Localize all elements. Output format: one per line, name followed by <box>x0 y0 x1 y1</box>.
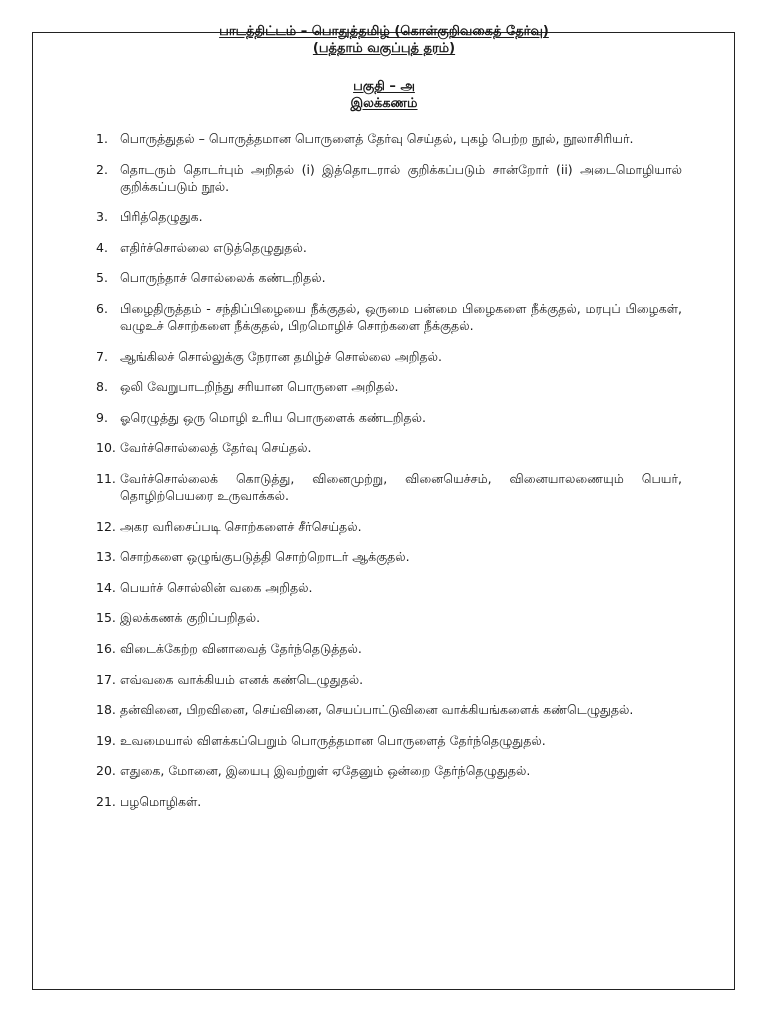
list-item <box>96 269 682 286</box>
item-number: 15. <box>96 610 116 626</box>
item-text: எவ்வகை வாக்கியம் எனக் கண்டெழுதுதல். <box>120 671 364 687</box>
list-item <box>96 640 682 657</box>
section-heading <box>0 78 768 112</box>
list-item <box>96 701 682 718</box>
item-number: 6. <box>96 300 108 316</box>
list-item <box>96 348 682 365</box>
list-item <box>96 239 682 256</box>
item-text: எதிர்ச்சொல்லை எடுத்தெழுதுதல். <box>120 239 307 255</box>
item-text: பழமொழிகள். <box>120 793 202 809</box>
item-number: 10. <box>96 440 116 456</box>
document-title <box>0 23 768 57</box>
item-text: உவமையால் விளக்கப்பெறும் பொருத்தமான பொருளைத் தேர்ந்தெழுதுதல். <box>120 732 546 748</box>
item-text: தன்வினை, பிறவினை, செய்வினை, செயப்பாட்டுவினை வாக்கியங்களைக் கண்டெழுதுதல். <box>120 702 634 718</box>
list-item <box>96 793 682 810</box>
list-item <box>96 409 682 426</box>
item-number: 5. <box>96 270 108 286</box>
item-text: ஒலி வேறுபாடறிந்து சரியான பொருளை அறிதல். <box>120 379 399 395</box>
list-item <box>96 470 682 504</box>
item-number: 21. <box>96 793 116 809</box>
list-item <box>96 300 682 334</box>
item-text: பொருந்தாச் சொல்லைக் கண்டறிதல். <box>120 270 326 286</box>
list-item <box>96 378 682 395</box>
list-item <box>96 762 682 779</box>
item-number: 17. <box>96 671 116 687</box>
list-item <box>96 732 682 749</box>
item-number: 12. <box>96 518 116 534</box>
item-number: 16. <box>96 640 116 656</box>
item-text: இலக்கணக் குறிப்பறிதல். <box>120 610 261 626</box>
title-line-1: பாடத்திட்டம் – பொதுத்தமிழ் (கொள்குறிவகைத் தேர்வு) <box>219 24 549 39</box>
item-text: ஓரெழுத்து ஒரு மொழி உரிய பொருளைக் கண்டறிதல். <box>120 409 426 425</box>
item-text: பிரித்தெழுதுக. <box>120 209 203 225</box>
list-item <box>96 579 682 596</box>
item-number: 13. <box>96 549 116 565</box>
item-text: பொருத்துதல் – பொருத்தமான பொருளைத் தேர்வு செய்தல், புகழ் பெற்ற நூல், நூலாசிரியர். <box>120 131 634 146</box>
list-item <box>96 609 682 626</box>
item-number: 8. <box>96 379 108 395</box>
item-number: 7. <box>96 348 108 364</box>
item-number: 18. <box>96 702 116 718</box>
item-number: 3. <box>96 209 108 225</box>
item-text: எதுகை, மோனை, இயைபு இவற்றுள் ஏதேனும் ஒன்றை தேர்ந்தெழுதுதல். <box>120 763 531 779</box>
list-item <box>96 671 682 688</box>
item-number: 19. <box>96 732 116 748</box>
item-text: விடைக்கேற்ற வினாவைத் தேர்ந்தெடுத்தல். <box>120 640 362 656</box>
list-item <box>96 208 682 225</box>
syllabus-list <box>96 130 682 823</box>
list-item <box>96 161 682 195</box>
list-item <box>96 548 682 565</box>
item-number: 20. <box>96 763 116 779</box>
item-text: ஆங்கிலச் சொல்லுக்கு நேரான தமிழ்ச் சொல்லை அறிதல். <box>120 348 442 364</box>
item-text: வேர்ச்சொல்லைத் தேர்வு செய்தல். <box>120 440 312 456</box>
item-text: அகர வரிசைப்படி சொற்களைச் சீர்செய்தல். <box>120 518 362 534</box>
item-text: தொடரும் தொடர்பும் அறிதல் (i) இத்தொடரால் குறிக்கப்படும் சான்றோர் (ii) அடைமொழியால் குறிக்கப்படும் நூல். <box>120 161 682 194</box>
item-text: சொற்களை ஒழுங்குபடுத்தி சொற்றொடர் ஆக்குதல். <box>120 549 410 565</box>
item-text: பெயர்ச் சொல்லின் வகை அறிதல். <box>120 579 313 595</box>
item-number: 11. <box>96 470 116 486</box>
item-number: 1. <box>96 131 108 146</box>
item-number: 2. <box>96 161 108 177</box>
section-name: இலக்கணம் <box>350 96 418 111</box>
list-item <box>96 130 682 147</box>
item-number: 9. <box>96 409 108 425</box>
section-part: பகுதி – அ <box>353 79 415 94</box>
item-text: வேர்ச்சொல்லைக் கொடுத்து, வினைமுற்று, வினையெச்சம், வினையாலணையும் பெயர், தொழிற்பெயரை உருவாக்கல். <box>120 470 682 503</box>
item-number: 14. <box>96 579 116 595</box>
list-item <box>96 439 682 456</box>
title-line-2: (பத்தாம் வகுப்புத் தரம்) <box>312 41 456 56</box>
list-item <box>96 518 682 535</box>
item-number: 4. <box>96 239 108 255</box>
item-text: பிழைதிருத்தம் - சந்திப்பிழையை நீக்குதல், ஒருமை பன்மை பிழைகளை நீக்குதல், மரபுப் பிழைகள், வழுஉச் சொற்களை நீக்குதல், பிறமொழிச் சொற்களை நீக்குதல். <box>120 300 682 333</box>
